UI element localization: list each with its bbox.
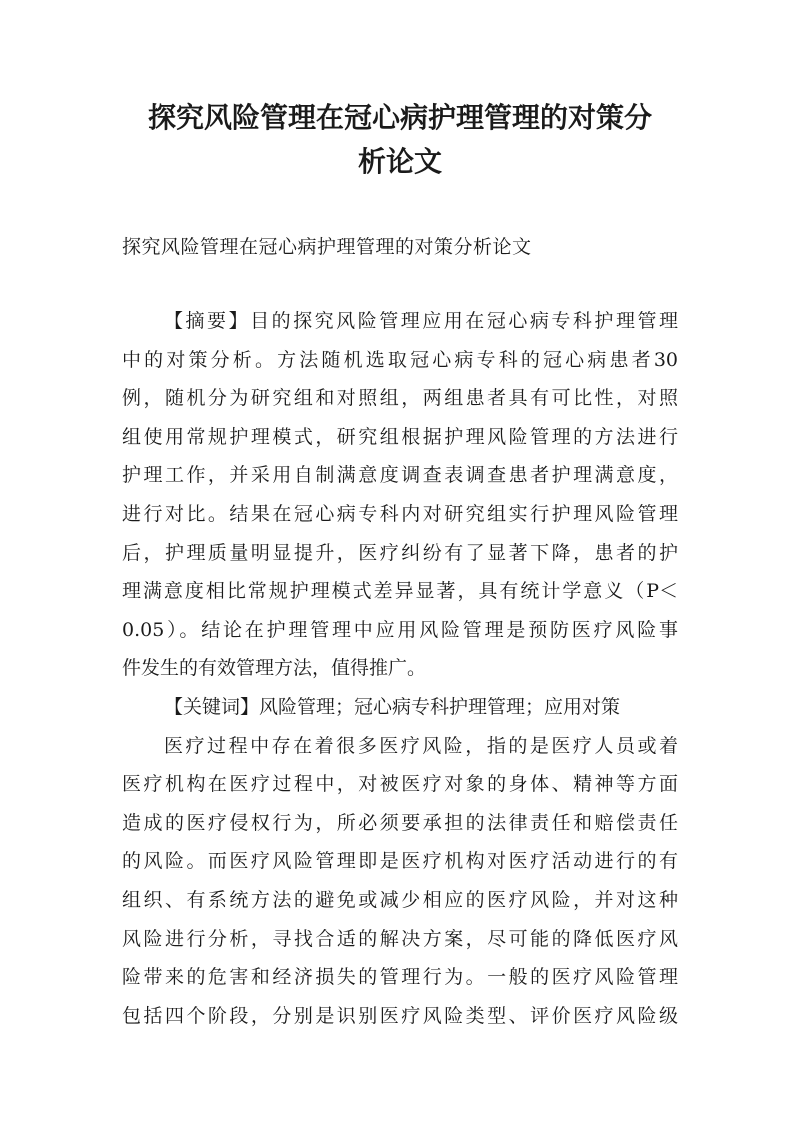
text-line: 后，护理质量明显提升，医疗纠纷有了显著下降，患者的护: [122, 541, 678, 564]
text-line: 中的对策分析。方法随机选取冠心病专科的冠心病患者30: [122, 348, 678, 371]
text-line: 护理工作，并采用自制满意度调查表调查患者护理满意度，: [122, 464, 678, 487]
text-line: 理满意度相比常规护理模式差异显著，具有统计学意义（P＜: [122, 580, 678, 603]
text-line: 进行对比。结果在冠心病专科内对研究组实行护理风险管理: [122, 502, 678, 525]
body-paragraph: [122, 727, 678, 1036]
text-line: 的风险。而医疗风险管理即是医疗机构对医疗活动进行的有: [122, 850, 678, 873]
text-line: 例，随机分为研究组和对照组，两组患者具有可比性，对照: [122, 387, 678, 410]
document-title: [100, 96, 700, 184]
text-line: 风险进行分析，寻找合适的解决方案，尽可能的降低医疗风: [122, 927, 678, 950]
text-line: 组织、有系统方法的避免或减少相应的医疗风险，并对这种: [122, 888, 678, 911]
document-subtitle: 探究风险管理在冠心病护理管理的对策分析论文: [122, 236, 532, 258]
text-line: 【摘要】目的探究风险管理应用在冠心病专科护理管理: [164, 310, 678, 332]
document-body: [122, 302, 678, 1035]
text-line: 医疗过程中存在着很多医疗风险，指的是医疗人员或着: [164, 734, 678, 757]
text-line: 件发生的有效管理方法，值得推广。: [122, 657, 427, 680]
text-line: 造成的医疗侵权行为，所必须要承担的法律责任和赔偿责任: [122, 811, 678, 834]
text-line: 组使用常规护理模式，研究组根据护理风险管理的方法进行: [122, 425, 678, 448]
keywords-line: 【关键词】风险管理；冠心病专科护理管理；应用对策: [164, 695, 621, 718]
text-line: 险带来的危害和经济损失的管理行为。一般的医疗风险管理: [122, 966, 678, 989]
abstract-paragraph: [122, 302, 678, 688]
title-line: 探究风险管理在冠心病护理管理的对策分: [147, 101, 652, 134]
text-line: 医疗机构在医疗过程中，对被医疗对象的身体、精神等方面: [122, 773, 678, 796]
text-line: 包括四个阶段，分别是识别医疗风险类型、评价医疗风险级: [122, 1004, 678, 1027]
text-line: 0.05）。结论在护理管理中应用风险管理是预防医疗风险事: [122, 618, 678, 641]
title-line: 析论文: [357, 145, 442, 178]
